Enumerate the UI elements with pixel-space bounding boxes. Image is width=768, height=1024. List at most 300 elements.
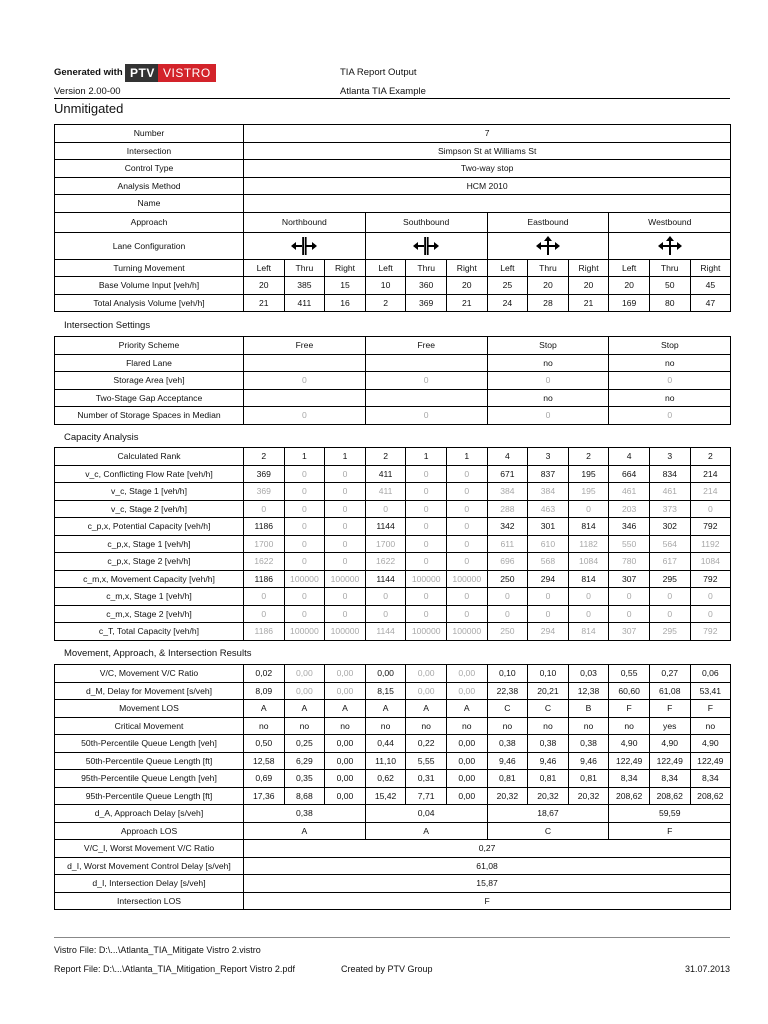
value-cell: 0 (406, 500, 447, 518)
value-cell: 250 (487, 623, 528, 641)
value-cell: 0,38 (528, 735, 569, 753)
value-cell: 301 (528, 518, 569, 536)
value-cell: 3 (649, 448, 690, 466)
value-cell: 0 (325, 588, 366, 606)
value-cell: 0,00 (284, 682, 325, 700)
row-label: v_c, Stage 1 [veh/h] (55, 483, 244, 501)
value-cell: 2 (568, 448, 609, 466)
row-label: V/C_I, Worst Movement V/C Ratio (55, 840, 244, 858)
value-cell (365, 354, 487, 372)
value-cell: 0 (446, 465, 487, 483)
value-cell: 0 (406, 518, 447, 536)
value-cell: 1144 (365, 518, 406, 536)
row-label: v_c, Stage 2 [veh/h] (55, 500, 244, 518)
value-cell: 0,00 (325, 682, 366, 700)
intersection-result-row (55, 892, 731, 910)
value-cell: 814 (568, 570, 609, 588)
value-cell: 0 (446, 483, 487, 501)
value-cell: 15,87 (244, 875, 731, 893)
value-cell: 0 (649, 605, 690, 623)
value-cell: 1 (325, 448, 366, 466)
row-label: Intersection LOS (55, 892, 244, 910)
value-cell: 0,00 (284, 665, 325, 683)
value-cell: 617 (649, 553, 690, 571)
approach-result-row (55, 805, 731, 823)
row-label: Turning Movement (55, 259, 244, 277)
value-cell: 0,81 (568, 770, 609, 788)
value-cell: 18,67 (487, 805, 609, 823)
value-cell: 2 (244, 448, 285, 466)
row-label: v_c, Conflicting Flow Rate [veh/h] (55, 465, 244, 483)
value-cell: F (690, 700, 731, 718)
movement-result-row (55, 682, 731, 700)
lane-configuration-row (55, 232, 731, 259)
value-cell: 20 (528, 277, 569, 295)
vistro-logo: VISTRO (158, 64, 216, 82)
value-cell: 0,38 (568, 735, 609, 753)
settings-row (55, 372, 731, 390)
lane-config-cell (487, 232, 609, 259)
value-cell: 2 (365, 448, 406, 466)
value-cell: 2 (365, 294, 406, 312)
section-movement-results: Movement, Approach, & Intersection Results (64, 648, 252, 659)
value-cell: 47 (690, 294, 731, 312)
movement-header: Thru (284, 259, 325, 277)
approach-header: Eastbound (487, 212, 609, 232)
value-cell: A (446, 700, 487, 718)
value-cell: 8,34 (690, 770, 731, 788)
movement-result-row (55, 787, 731, 805)
value-cell: 4,90 (649, 735, 690, 753)
value-cell: yes (649, 717, 690, 735)
value-cell: 0,00 (325, 665, 366, 683)
value-cell: 0 (487, 588, 528, 606)
value-cell: 3 (528, 448, 569, 466)
value-cell: 0 (446, 605, 487, 623)
general-row (55, 177, 731, 195)
value-cell: 12,38 (568, 682, 609, 700)
value-cell: 0 (284, 500, 325, 518)
row-label: Number of Storage Spaces in Median (55, 407, 244, 425)
capacity-row (55, 588, 731, 606)
value-cell: 100000 (284, 623, 325, 641)
value-cell: 360 (406, 277, 447, 295)
value-cell: 295 (649, 570, 690, 588)
ptv-logo: PTV (125, 64, 160, 82)
value-cell: 208,62 (690, 787, 731, 805)
value-cell: A (365, 700, 406, 718)
created-by: Created by PTV Group (341, 964, 433, 974)
value-cell: 0 (284, 605, 325, 623)
value-cell: no (487, 354, 609, 372)
value-cell: F (244, 892, 731, 910)
value-cell: 214 (690, 483, 731, 501)
value-cell: 22,38 (487, 682, 528, 700)
row-label: c_p,x, Potential Capacity [veh/h] (55, 518, 244, 536)
value-cell: 20,32 (487, 787, 528, 805)
value-cell: no (568, 717, 609, 735)
value-cell: 0,04 (365, 805, 487, 823)
value-cell: 80 (649, 294, 690, 312)
value-cell: 1186 (244, 623, 285, 641)
value-cell: 9,46 (568, 752, 609, 770)
value-cell: 550 (609, 535, 650, 553)
value-cell: 100000 (325, 570, 366, 588)
value-cell: 0 (446, 535, 487, 553)
value-cell: 0 (446, 500, 487, 518)
value-cell: 0,00 (406, 665, 447, 683)
movement-header: Right (568, 259, 609, 277)
capacity-row (55, 518, 731, 536)
value-cell: 60,60 (609, 682, 650, 700)
value-cell: no (244, 717, 285, 735)
value-cell: no (690, 717, 731, 735)
value-cell: 0 (365, 500, 406, 518)
value-cell: 6,29 (284, 752, 325, 770)
value-cell: 564 (649, 535, 690, 553)
value-cell: 20 (568, 277, 609, 295)
row-label: c_p,x, Stage 1 [veh/h] (55, 535, 244, 553)
value-cell: 792 (690, 623, 731, 641)
value-cell: no (325, 717, 366, 735)
value-cell: 0,69 (244, 770, 285, 788)
row-label: Intersection (55, 142, 244, 160)
value-cell: 0 (649, 588, 690, 606)
value-cell: 122,49 (690, 752, 731, 770)
value-cell: 0 (690, 500, 731, 518)
value-cell: A (325, 700, 366, 718)
value-cell: 1144 (365, 570, 406, 588)
row-label: c_m,x, Movement Capacity [veh/h] (55, 570, 244, 588)
value-cell: 8,34 (649, 770, 690, 788)
row-label: Base Volume Input [veh/h] (55, 277, 244, 295)
movement-header: Thru (528, 259, 569, 277)
value-cell: 814 (568, 623, 609, 641)
value-cell: Stop (487, 337, 609, 355)
capacity-row (55, 465, 731, 483)
value-cell: Simpson St at Williams St (244, 142, 731, 160)
value-cell: 53,41 (690, 682, 731, 700)
approach-header: Southbound (365, 212, 487, 232)
row-label: Movement LOS (55, 700, 244, 718)
value-cell: 5,55 (406, 752, 447, 770)
row-label: Analysis Method (55, 177, 244, 195)
row-label: Storage Area [veh] (55, 372, 244, 390)
row-label: Flared Lane (55, 354, 244, 372)
value-cell: 169 (609, 294, 650, 312)
lane-config-cell (609, 232, 731, 259)
lane-config-cell (365, 232, 487, 259)
value-cell: no (284, 717, 325, 735)
report-file-path: Report File: D:\...\Atlanta_TIA_Mitigation_Report Vistro 2.pdf (54, 964, 295, 974)
section-intersection-settings: Intersection Settings (64, 320, 151, 331)
settings-row (55, 354, 731, 372)
row-label: c_T, Total Capacity [veh/h] (55, 623, 244, 641)
value-cell: 1700 (365, 535, 406, 553)
value-cell: 0,50 (244, 735, 285, 753)
value-cell: 610 (528, 535, 569, 553)
value-cell: 0,00 (446, 682, 487, 700)
movement-header: Left (487, 259, 528, 277)
value-cell: 307 (609, 623, 650, 641)
value-cell: no (609, 717, 650, 735)
settings-row (55, 389, 731, 407)
value-cell: C (487, 822, 609, 840)
value-cell: 0,38 (487, 735, 528, 753)
volume-row (55, 294, 731, 312)
value-cell: 307 (609, 570, 650, 588)
row-label: Total Analysis Volume [veh/h] (55, 294, 244, 312)
value-cell: 10 (365, 277, 406, 295)
movement-result-row (55, 717, 731, 735)
row-label: 95th-Percentile Queue Length [veh] (55, 770, 244, 788)
value-cell: 0,55 (609, 665, 650, 683)
value-cell: 0 (406, 588, 447, 606)
movement-result-row (55, 665, 731, 683)
value-cell: 21 (446, 294, 487, 312)
value-cell: 837 (528, 465, 569, 483)
value-cell: 568 (528, 553, 569, 571)
movement-result-row (55, 770, 731, 788)
row-label: Two-Stage Gap Acceptance (55, 389, 244, 407)
value-cell: 214 (690, 465, 731, 483)
value-cell: 20 (609, 277, 650, 295)
value-cell: 15,42 (365, 787, 406, 805)
value-cell: 0 (568, 500, 609, 518)
version-label: Version 2.00-00 (54, 86, 121, 97)
row-label: Number (55, 125, 244, 143)
value-cell: 0 (406, 465, 447, 483)
value-cell: 203 (609, 500, 650, 518)
value-cell: 369 (406, 294, 447, 312)
capacity-row (55, 623, 731, 641)
value-cell: 346 (609, 518, 650, 536)
row-label: 50th-Percentile Queue Length [veh] (55, 735, 244, 753)
value-cell (244, 195, 731, 213)
value-cell: 295 (649, 623, 690, 641)
value-cell: 0 (284, 535, 325, 553)
value-cell: 0 (406, 605, 447, 623)
value-cell: 384 (528, 483, 569, 501)
value-cell: 0 (284, 465, 325, 483)
value-cell: 0,03 (568, 665, 609, 683)
value-cell: 20,32 (568, 787, 609, 805)
value-cell: 100000 (446, 623, 487, 641)
left-thru-right-lane-icon (244, 236, 365, 256)
capacity-row (55, 448, 731, 466)
volume-row (55, 277, 731, 295)
value-cell: 0,02 (244, 665, 285, 683)
value-cell: 0,00 (325, 735, 366, 753)
report-date: 31.07.2013 (684, 964, 730, 974)
value-cell: 696 (487, 553, 528, 571)
value-cell: no (487, 717, 528, 735)
value-cell: 369 (244, 465, 285, 483)
four-way-lane-icon (488, 236, 609, 256)
value-cell: 0 (365, 372, 487, 390)
value-cell: 8,09 (244, 682, 285, 700)
value-cell: 0 (568, 588, 609, 606)
value-cell: 20,21 (528, 682, 569, 700)
value-cell: 411 (365, 465, 406, 483)
value-cell: 0,00 (406, 682, 447, 700)
value-cell: 664 (609, 465, 650, 483)
value-cell: 0,27 (649, 665, 690, 683)
generated-with-label: Generated with (54, 67, 123, 78)
value-cell: Free (244, 337, 366, 355)
value-cell: F (649, 700, 690, 718)
value-cell: 0 (284, 588, 325, 606)
value-cell: 0,44 (365, 735, 406, 753)
value-cell: 0,10 (487, 665, 528, 683)
value-cell: 7 (244, 125, 731, 143)
movement-header: Left (609, 259, 650, 277)
value-cell: A (244, 822, 366, 840)
value-cell: 0,62 (365, 770, 406, 788)
value-cell: 0 (609, 407, 731, 425)
value-cell: 0,81 (528, 770, 569, 788)
row-label: Name (55, 195, 244, 213)
value-cell: 0 (325, 605, 366, 623)
row-label: 50th-Percentile Queue Length [ft] (55, 752, 244, 770)
results-table (54, 664, 731, 910)
value-cell: 0,38 (244, 805, 366, 823)
row-label: Control Type (55, 160, 244, 178)
value-cell: no (609, 389, 731, 407)
value-cell: 1 (446, 448, 487, 466)
value-cell: 0,10 (528, 665, 569, 683)
vistro-file-path: Vistro File: D:\...\Atlanta_TIA_Mitigate Vistro 2.vistro (54, 945, 261, 955)
value-cell: 208,62 (649, 787, 690, 805)
value-cell: 369 (244, 483, 285, 501)
row-label: d_A, Approach Delay [s/veh] (55, 805, 244, 823)
movement-header: Thru (649, 259, 690, 277)
value-cell: 1 (284, 448, 325, 466)
value-cell: 0 (325, 500, 366, 518)
value-cell: 195 (568, 465, 609, 483)
movement-header: Left (365, 259, 406, 277)
value-cell: 0 (690, 588, 731, 606)
row-label: c_m,x, Stage 1 [veh/h] (55, 588, 244, 606)
value-cell: 2 (690, 448, 731, 466)
value-cell: 4 (609, 448, 650, 466)
report-title: TIA Report Output (340, 67, 417, 78)
intersection-result-row (55, 840, 731, 858)
value-cell: 0 (528, 605, 569, 623)
value-cell: no (609, 354, 731, 372)
value-cell: Two-way stop (244, 160, 731, 178)
four-way-lane-icon (609, 236, 730, 256)
value-cell: 0 (284, 518, 325, 536)
value-cell: 0 (244, 407, 366, 425)
approach-result-row (55, 822, 731, 840)
settings-row (55, 337, 731, 355)
report-header (54, 0, 730, 120)
value-cell: 461 (649, 483, 690, 501)
value-cell: 0,00 (325, 752, 366, 770)
left-thru-right-lane-icon (366, 236, 487, 256)
value-cell: 792 (690, 570, 731, 588)
value-cell: 461 (609, 483, 650, 501)
general-row (55, 160, 731, 178)
value-cell: A (284, 700, 325, 718)
project-name: Atlanta TIA Example (340, 86, 426, 97)
value-cell: 463 (528, 500, 569, 518)
value-cell: 302 (649, 518, 690, 536)
value-cell: 0,35 (284, 770, 325, 788)
value-cell: 0,25 (284, 735, 325, 753)
capacity-row (55, 535, 731, 553)
value-cell: F (609, 700, 650, 718)
row-label: V/C, Movement V/C Ratio (55, 665, 244, 683)
value-cell: 45 (690, 277, 731, 295)
value-cell: 0 (244, 500, 285, 518)
value-cell: 1084 (568, 553, 609, 571)
value-cell: 294 (528, 570, 569, 588)
approach-header: Northbound (244, 212, 366, 232)
value-cell: 0 (690, 605, 731, 623)
value-cell: 1700 (244, 535, 285, 553)
value-cell: no (406, 717, 447, 735)
general-row (55, 142, 731, 160)
value-cell (244, 354, 366, 372)
row-label: 95th-Percentile Queue Length [ft] (55, 787, 244, 805)
value-cell: 9,46 (487, 752, 528, 770)
value-cell: no (446, 717, 487, 735)
value-cell: 0,00 (365, 665, 406, 683)
value-cell: 208,62 (609, 787, 650, 805)
value-cell: 61,08 (244, 857, 731, 875)
value-cell: 0 (406, 553, 447, 571)
value-cell: A (365, 822, 487, 840)
row-label: Calculated Rank (55, 448, 244, 466)
value-cell: 59,59 (609, 805, 731, 823)
general-row (55, 125, 731, 143)
value-cell: 9,46 (528, 752, 569, 770)
value-cell: 0 (609, 605, 650, 623)
value-cell: 294 (528, 623, 569, 641)
value-cell: 4 (487, 448, 528, 466)
value-cell: B (568, 700, 609, 718)
value-cell: 0,00 (325, 770, 366, 788)
value-cell: 0 (446, 518, 487, 536)
value-cell: 12,58 (244, 752, 285, 770)
value-cell: 411 (284, 294, 325, 312)
value-cell: 1622 (365, 553, 406, 571)
value-cell: 1186 (244, 570, 285, 588)
value-cell: 0,00 (325, 787, 366, 805)
value-cell: 1182 (568, 535, 609, 553)
value-cell: 0 (568, 605, 609, 623)
value-cell: 792 (690, 518, 731, 536)
value-cell: 25 (487, 277, 528, 295)
value-cell: 0 (244, 605, 285, 623)
value-cell: 0 (325, 535, 366, 553)
capacity-row (55, 483, 731, 501)
value-cell: Stop (609, 337, 731, 355)
value-cell: 1 (406, 448, 447, 466)
value-cell: 0 (284, 483, 325, 501)
value-cell: 0 (325, 518, 366, 536)
value-cell: 1186 (244, 518, 285, 536)
value-cell: 0 (609, 588, 650, 606)
intersection-table (54, 124, 731, 312)
approach-header: Westbound (609, 212, 731, 232)
value-cell: 0 (365, 605, 406, 623)
section-capacity-analysis: Capacity Analysis (64, 432, 139, 443)
value-cell: 8,68 (284, 787, 325, 805)
movement-header: Right (690, 259, 731, 277)
